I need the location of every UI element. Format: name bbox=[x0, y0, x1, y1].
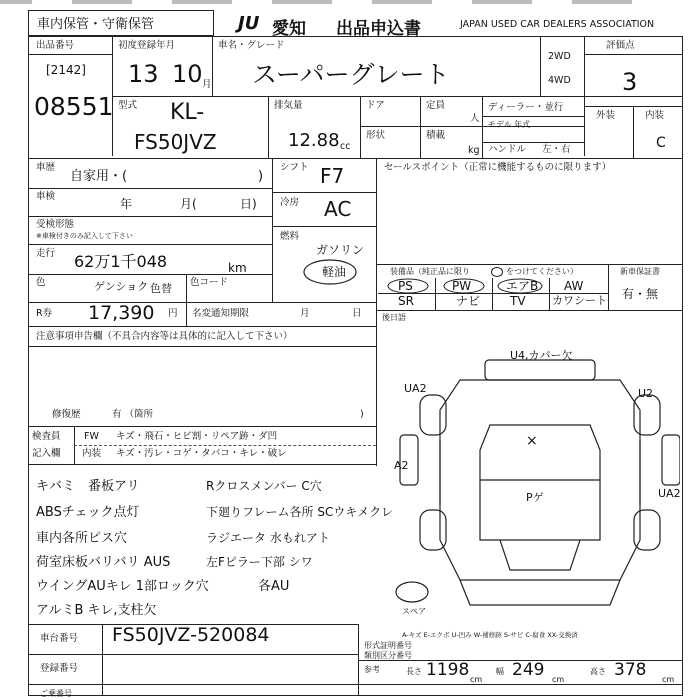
diagram-mark-a2: A2 bbox=[394, 459, 409, 472]
note-line: ABSチェック点灯 bbox=[36, 505, 140, 520]
inspector-row1-head: FW bbox=[84, 431, 99, 442]
registration-year: 13 bbox=[128, 60, 159, 88]
inspector-row2-head: 内装 bbox=[82, 448, 102, 459]
repair-label: 修復歴 bbox=[52, 409, 81, 420]
bottom-label: ご乗番号 bbox=[40, 689, 72, 698]
color-value: ゲンショク bbox=[94, 280, 149, 293]
plate-label: 登録番号 bbox=[40, 663, 79, 674]
damage-legend: A-キズ E-エクボ U-凹み W-補修跡 S-サビ C-腐食 XX-交換済 bbox=[402, 631, 578, 639]
equipment-grid bbox=[378, 278, 608, 310]
height-value: 378 bbox=[614, 660, 647, 680]
association-name: JAPAN USED CAR DEALERS ASSOCIATION bbox=[460, 19, 655, 30]
capacity-unit: 人 bbox=[470, 113, 480, 124]
note-line: 左Fピラー下部 シワ bbox=[206, 555, 313, 569]
new-warranty-options: 有・無 bbox=[622, 287, 659, 301]
ju-logo: JU bbox=[238, 13, 260, 34]
divider bbox=[28, 302, 376, 303]
divider bbox=[186, 274, 187, 302]
height-unit: cm bbox=[662, 675, 675, 684]
storage-tag-text: 車内保管・守衛保管 bbox=[37, 17, 155, 32]
score-value: 3 bbox=[622, 68, 638, 96]
length-unit: cm bbox=[470, 675, 483, 684]
divider bbox=[608, 264, 609, 310]
aircon-value: AC bbox=[324, 197, 352, 221]
transfer-day: 日 bbox=[352, 308, 362, 319]
divider bbox=[272, 158, 273, 302]
inspector-label-2: 記入欄 bbox=[32, 448, 61, 459]
divider bbox=[540, 36, 541, 96]
received-note: ※車検付きのみ記入して下さい bbox=[36, 232, 133, 240]
diagram-mark-u2: U2 bbox=[638, 387, 654, 400]
divider bbox=[376, 326, 377, 466]
equip-circle-marks bbox=[378, 278, 608, 294]
divider bbox=[28, 158, 683, 159]
length-value: 1198 bbox=[426, 660, 470, 680]
exterior-label: 外装 bbox=[596, 110, 616, 121]
height-label: 高さ bbox=[590, 667, 606, 676]
color-code-label: 色コード bbox=[190, 277, 229, 288]
handle-options: 左・右 bbox=[542, 144, 571, 155]
divider bbox=[272, 226, 376, 227]
inspector-row1-items: キズ・飛石・ヒビ割・リペア跡・ダ凹 bbox=[116, 431, 278, 442]
load-unit: kg bbox=[468, 145, 480, 156]
drive-2wd: 2WD bbox=[548, 51, 571, 62]
registration-month: 10 bbox=[172, 60, 203, 88]
model-label: 型式 bbox=[118, 100, 138, 111]
divider bbox=[28, 216, 272, 217]
inspector-label-1: 検査員 bbox=[32, 431, 61, 442]
length-label: 長さ bbox=[406, 667, 422, 676]
divider bbox=[376, 264, 683, 265]
selling-points-label: セールスポイント（正常に機能するものに限ります） bbox=[384, 162, 612, 173]
note-line: ウイングAUキレ 1部ロック穴 bbox=[36, 579, 209, 594]
handle-label: ハンドル bbox=[488, 144, 527, 155]
inspection-day: 日) bbox=[240, 197, 257, 211]
brand-region: 愛知 bbox=[272, 19, 306, 39]
registration-month-unit: 月 bbox=[202, 79, 212, 90]
note-line: Rクロスメンバー C穴 bbox=[206, 479, 322, 493]
postfill-label: 後日語 bbox=[382, 313, 406, 322]
shift-label: シフト bbox=[280, 162, 309, 173]
divider bbox=[482, 96, 483, 158]
width-label: 幅 bbox=[496, 667, 504, 676]
cert-ref: 参考 bbox=[364, 665, 380, 674]
model-code: FS50JVZ bbox=[134, 130, 217, 154]
aircon-label: 冷房 bbox=[280, 197, 300, 208]
inspection-label: 車検 bbox=[36, 191, 56, 202]
divider bbox=[360, 96, 361, 158]
mileage-label: 走行 bbox=[36, 248, 56, 259]
lot-label: 出品番号 bbox=[36, 40, 75, 51]
displacement-unit: cc bbox=[340, 141, 351, 152]
interior-label: 内装 bbox=[645, 110, 665, 121]
displacement-value: 12.88 bbox=[288, 130, 340, 151]
inspection-year: 年 bbox=[120, 197, 133, 211]
received-label: 受検形態 bbox=[36, 219, 75, 230]
divider bbox=[482, 116, 584, 117]
equip-pw: PW bbox=[452, 279, 472, 293]
circle-icon bbox=[490, 266, 504, 278]
recycle-value: 17,390 bbox=[88, 302, 155, 324]
diagram-mark-x: × bbox=[526, 433, 538, 449]
chassis-value: FS50JVZ-520084 bbox=[112, 624, 270, 646]
model-prefix: KL- bbox=[170, 100, 205, 125]
divider bbox=[112, 96, 683, 97]
divider bbox=[28, 54, 112, 55]
equip-sr: SR bbox=[398, 294, 414, 308]
fuel-label: 燃料 bbox=[280, 231, 300, 242]
diagram-mark-ua2-right: UA2 bbox=[658, 487, 681, 500]
history-value: 自家用・( bbox=[70, 169, 128, 184]
load-label: 積載 bbox=[426, 130, 446, 141]
lot-sub-number: [2142] bbox=[46, 63, 86, 77]
transfer-month: 月 bbox=[300, 308, 310, 319]
shift-value: F7 bbox=[320, 164, 345, 188]
note-line: 下廻りフレーム各所 SCウキメクレ bbox=[206, 505, 394, 519]
equipment-label: 装備品（純正品に限り bbox=[390, 267, 470, 276]
history-label: 車歴 bbox=[36, 162, 56, 173]
vehicle-damage-diagram bbox=[390, 340, 680, 630]
width-value: 249 bbox=[512, 660, 545, 680]
form-title: 出品申込書 bbox=[336, 19, 421, 39]
inspector-row2-items: キズ・汚レ・コゲ・タバコ・キレ・破レ bbox=[116, 448, 287, 459]
score-label: 評価点 bbox=[606, 40, 635, 51]
divider bbox=[376, 158, 377, 334]
repair-value: 有 （箇所 bbox=[112, 409, 154, 420]
equip-seat: カワシート bbox=[552, 294, 607, 307]
width-unit: cm bbox=[552, 675, 565, 684]
divider bbox=[74, 445, 376, 446]
divider bbox=[360, 126, 584, 127]
divider bbox=[28, 346, 376, 347]
fuel-diesel: 軽油 bbox=[322, 265, 347, 279]
divider bbox=[212, 36, 213, 96]
divider bbox=[102, 624, 103, 696]
cert-label-2: 類別区分番号 bbox=[364, 651, 412, 660]
equipment-label-2: をつけてください） bbox=[506, 267, 578, 276]
recycle-label: R券 bbox=[36, 308, 53, 319]
mileage-value: 62万1千048 bbox=[74, 252, 168, 271]
divider bbox=[28, 326, 376, 327]
divider bbox=[633, 106, 634, 158]
note-line: キバミ 番板アリ bbox=[36, 479, 140, 494]
divider bbox=[420, 96, 421, 158]
cert-label-1: 形式証明番号 bbox=[364, 641, 412, 650]
equip-aw: AW bbox=[564, 279, 584, 293]
fuel-gasoline: ガソリン bbox=[316, 243, 365, 257]
diagram-mark-ua2-left: UA2 bbox=[404, 382, 427, 395]
diagram-mark-pg: Pゲ bbox=[526, 491, 544, 504]
dealer-label: ディーラー・並行 bbox=[488, 102, 564, 113]
divider bbox=[28, 684, 683, 685]
shape-label: 形状 bbox=[366, 130, 386, 141]
model-year-label: モデル 年式 bbox=[488, 120, 531, 129]
divider bbox=[28, 244, 272, 245]
divider bbox=[272, 192, 376, 193]
door-label: ドア bbox=[366, 100, 385, 111]
top-edge-strip bbox=[0, 0, 672, 4]
note-line: 各AU bbox=[258, 579, 290, 594]
capacity-label: 定員 bbox=[426, 100, 446, 111]
spare-label: スペア bbox=[402, 607, 426, 616]
divider bbox=[268, 96, 269, 158]
registration-label: 初度登録年月 bbox=[118, 40, 176, 51]
notes-label: 注意事項申告欄（不具合内容等は具体的に記入して下さい） bbox=[36, 331, 293, 342]
transfer-label: 名変通知期限 bbox=[192, 308, 250, 319]
divider bbox=[376, 310, 683, 311]
color-changed: 色替 bbox=[150, 282, 172, 295]
note-line: ラジエータ 水もれアト bbox=[206, 531, 330, 545]
storage-tag bbox=[28, 10, 214, 36]
brand-header bbox=[232, 10, 692, 39]
divider bbox=[28, 188, 272, 189]
repair-close: ) bbox=[360, 409, 364, 420]
history-close: ) bbox=[258, 169, 264, 184]
note-line: 荷室床板バリバリ AUS bbox=[36, 555, 171, 570]
divider bbox=[482, 142, 584, 143]
displacement-label: 排気量 bbox=[274, 100, 303, 111]
car-name-value: スーパーグレート bbox=[252, 60, 450, 89]
drive-4wd: 4WD bbox=[548, 75, 571, 86]
inspection-month: 月( bbox=[180, 197, 197, 211]
new-warranty-label: 新車保証書 bbox=[620, 267, 660, 276]
equip-navi: ナビ bbox=[456, 294, 481, 308]
diagram-top-note: U4,カバー欠 bbox=[510, 349, 573, 362]
divider bbox=[28, 464, 376, 465]
lot-number: 08551 bbox=[34, 92, 114, 121]
recycle-unit: 円 bbox=[168, 308, 178, 319]
color-label: 色 bbox=[36, 277, 46, 288]
note-line: アルミB キレ,支柱欠 bbox=[36, 603, 157, 618]
fuel-circle-mark bbox=[300, 256, 360, 286]
equip-ps: PS bbox=[398, 279, 413, 293]
mileage-unit: km bbox=[228, 261, 247, 275]
divider bbox=[28, 654, 358, 655]
chassis-label: 車台番号 bbox=[40, 633, 79, 644]
car-name-label: 車名・グレード bbox=[218, 40, 285, 51]
divider bbox=[28, 426, 376, 427]
divider bbox=[186, 302, 187, 326]
equip-tv: TV bbox=[510, 294, 526, 308]
interior-score: C bbox=[656, 135, 666, 151]
equip-airbag: エアB bbox=[506, 279, 539, 293]
note-line: 車内各所ピス穴 bbox=[36, 531, 128, 546]
divider bbox=[584, 54, 683, 55]
